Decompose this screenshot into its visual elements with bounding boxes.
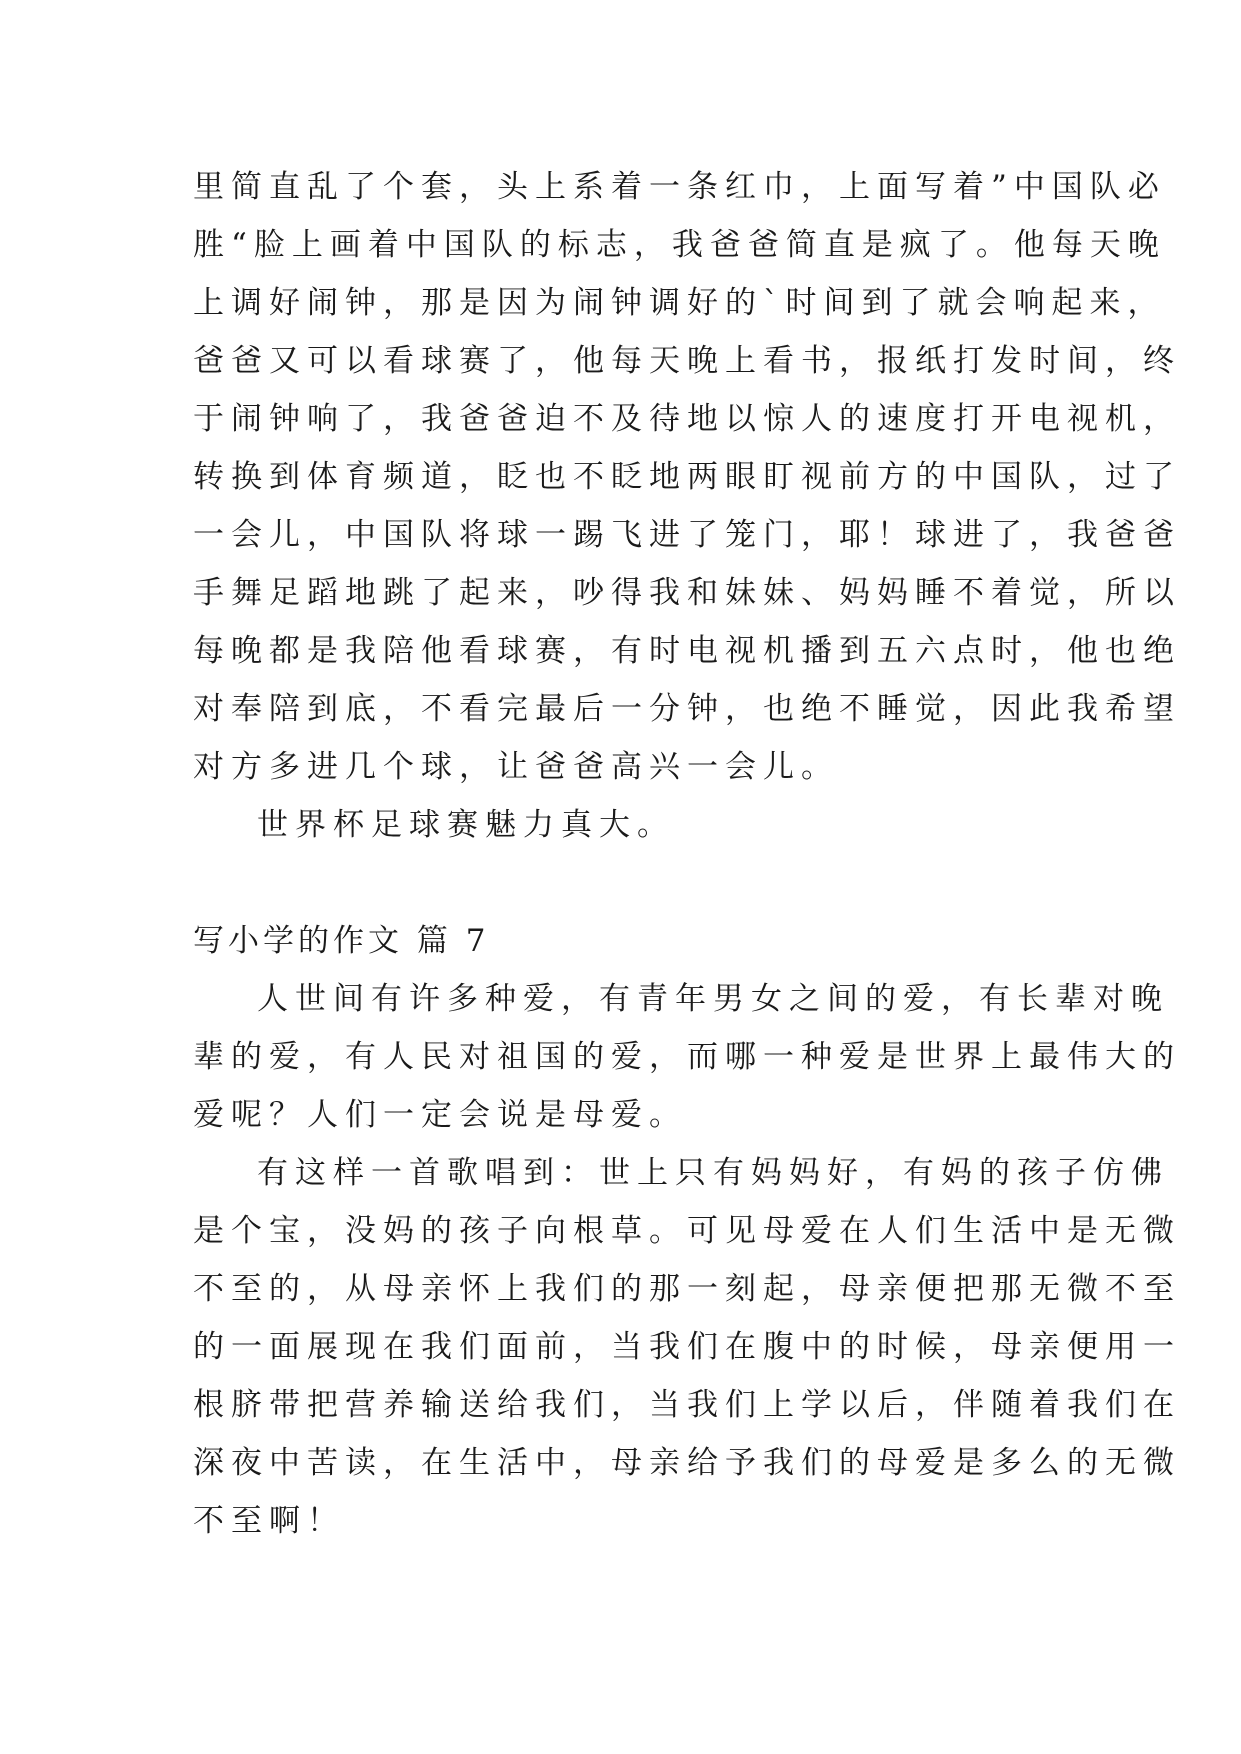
text-line: 对奉陪到底，不看完最后一分钟，也绝不睡觉，因此我希望 xyxy=(193,691,1181,727)
text-line: 的一面展现在我们面前，当我们在腹中的时候，母亲便用一 xyxy=(193,1329,1181,1365)
text-line: 不至的，从母亲怀上我们的那一刻起，母亲便把那无微不至 xyxy=(193,1271,1181,1307)
text-line: 不至啊！ xyxy=(193,1503,345,1539)
text-line: 上调好闹钟，那是因为闹钟调好的`时间到了就会响起来， xyxy=(193,285,1166,321)
essay-continuation xyxy=(193,158,1181,854)
text-line: 一会儿，中国队将球一踢飞进了笼门，耶！球进了，我爸爸 xyxy=(193,517,1181,553)
text-line: 是个宝，没妈的孩子向根草。可见母爱在人们生活中是无微 xyxy=(193,1213,1181,1249)
text-line: 人世间有许多种爱，有青年男女之间的爱，有长辈对晚 xyxy=(257,981,1169,1017)
text-line: 深夜中苦读，在生活中，母亲给予我们的母爱是多么的无微 xyxy=(193,1445,1181,1481)
text-line: 里简直乱了个套，头上系着一条红巾，上面写着”中国队必 xyxy=(193,169,1166,205)
text-line: 手舞足蹈地跳了起来，吵得我和妹妹、妈妈睡不着觉，所以 xyxy=(193,575,1181,611)
text-line: 胜“脸上画着中国队的标志，我爸爸简直是疯了。他每天晚 xyxy=(193,227,1166,263)
text-line: 对方多进几个球，让爸爸高兴一会儿。 xyxy=(193,749,839,785)
text-line: 有这样一首歌唱到：世上只有妈妈好，有妈的孩子仿佛 xyxy=(257,1155,1169,1191)
text-line: 每晚都是我陪他看球赛，有时电视机播到五六点时，他也绝 xyxy=(193,633,1181,669)
text-line: 世界杯足球赛魅力真大。 xyxy=(257,807,675,843)
text-line: 于闹钟响了，我爸爸迫不及待地以惊人的速度打开电视机， xyxy=(193,401,1181,437)
text-line: 辈的爱，有人民对祖国的爱，而哪一种爱是世界上最伟大的 xyxy=(193,1039,1181,1075)
text-line: 爱呢？人们一定会说是母爱。 xyxy=(193,1097,687,1133)
section-heading: 写小学的作文 篇 7 xyxy=(193,923,490,959)
text-line: 转换到体育频道，眨也不眨地两眼盯视前方的中国队，过了 xyxy=(193,459,1181,495)
text-line: 根脐带把营养输送给我们，当我们上学以后，伴随着我们在 xyxy=(193,1387,1181,1423)
text-line: 爸爸又可以看球赛了，他每天晚上看书，报纸打发时间，终 xyxy=(193,343,1181,379)
essay-section-7 xyxy=(193,912,1181,1550)
